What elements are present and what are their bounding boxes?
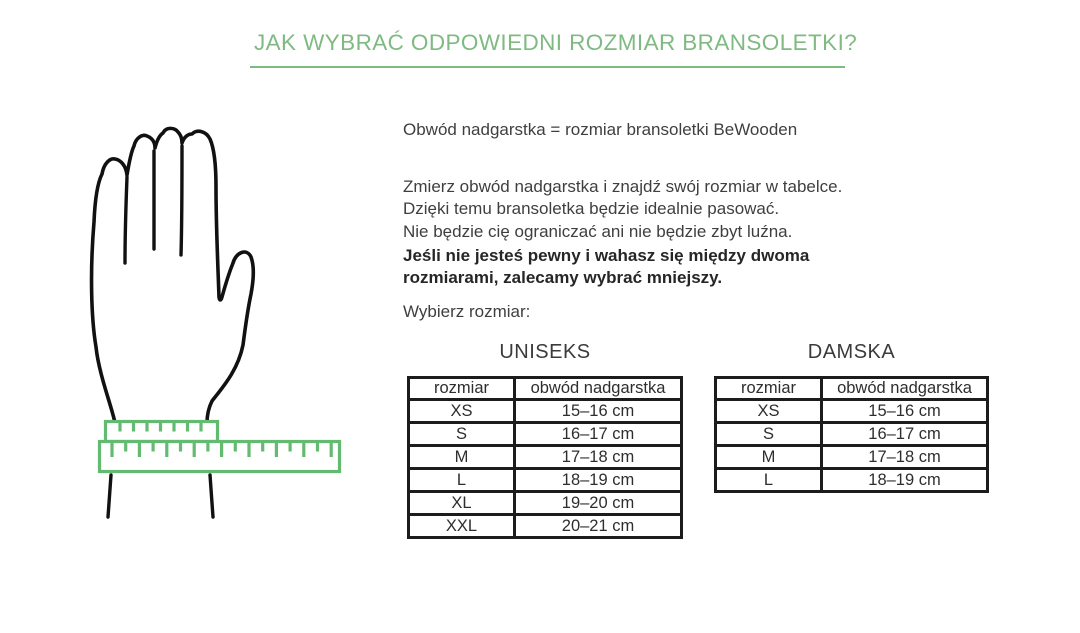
circumference-cell: 17–18 cm [822, 446, 988, 469]
size-table-section-uniseks [407, 342, 683, 539]
size-table-section-damska [714, 342, 989, 493]
circumference-cell: 16–17 cm [822, 423, 988, 446]
size-cell: XXL [409, 515, 515, 538]
wrist-band-ruler-ticks [120, 423, 201, 432]
table-row [409, 469, 682, 492]
table-row [716, 423, 988, 446]
hand-outline [92, 128, 254, 423]
table-row [716, 446, 988, 469]
col-header-size: rozmiar [716, 378, 822, 400]
col-header-wrist-circumference: obwód nadgarstka [822, 378, 988, 400]
uniseks-size-table [407, 376, 683, 539]
circumference-cell: 15–16 cm [822, 400, 988, 423]
size-cell: M [716, 446, 822, 469]
circumference-cell: 18–19 cm [515, 469, 682, 492]
table-title-damska: DAMSKA [807, 341, 896, 363]
size-cell: L [716, 469, 822, 492]
advice-line: rozmiarami, zalecamy wybrać mniejszy. [403, 268, 723, 288]
table-header-row [409, 378, 682, 400]
circumference-cell: 20–21 cm [515, 515, 682, 538]
table-row [409, 400, 682, 423]
advice-line: Jeśli nie jesteś pewny i wahasz się między dwoma [403, 246, 810, 265]
circumference-cell: 16–17 cm [515, 423, 682, 446]
circumference-cell: 19–20 cm [515, 492, 682, 515]
sizing-advice-bold [403, 245, 809, 290]
size-cell: S [716, 423, 822, 446]
damska-size-table [714, 376, 989, 493]
table-row [409, 515, 682, 538]
size-cell: L [409, 469, 515, 492]
size-cell: XS [409, 400, 515, 423]
wrist-lines [108, 475, 213, 517]
size-cell: M [409, 446, 515, 469]
size-cell: XS [716, 400, 822, 423]
title-underline [250, 66, 845, 68]
choose-size-label: Wybierz rozmiar: [403, 302, 531, 321]
circumference-cell: 17–18 cm [515, 446, 682, 469]
measurement-instructions [403, 176, 842, 243]
wrist-equals-size-text: Obwód nadgarstka = rozmiar bransoletki BeWooden [403, 120, 798, 139]
circumference-cell: 18–19 cm [822, 469, 988, 492]
circumference-cell: 15–16 cm [515, 400, 682, 423]
size-cell: S [409, 423, 515, 446]
table-row [409, 446, 682, 469]
table-row [716, 469, 988, 492]
hand-with-ruler-illustration [85, 125, 345, 520]
col-header-size: rozmiar [409, 378, 515, 400]
table-header-row [716, 378, 988, 400]
size-cell: XL [409, 492, 515, 515]
instruction-line: Nie będzie cię ograniczać ani nie będzie zbyt luźna. [403, 221, 793, 241]
table-row [409, 492, 682, 515]
table-title-uniseks: UNISEKS [499, 341, 591, 363]
table-row [716, 400, 988, 423]
table-row [409, 423, 682, 446]
instruction-line: Dzięki temu bransoletka będzie idealnie pasować. [403, 199, 780, 219]
col-header-wrist-circumference: obwód nadgarstka [515, 378, 682, 400]
instruction-line: Zmierz obwód nadgarstka i znajdź swój rozmiar w tabelce. [403, 177, 843, 196]
page-title: JAK WYBRAĆ ODPOWIEDNI ROZMIAR BRANSOLETKI? [254, 30, 858, 55]
